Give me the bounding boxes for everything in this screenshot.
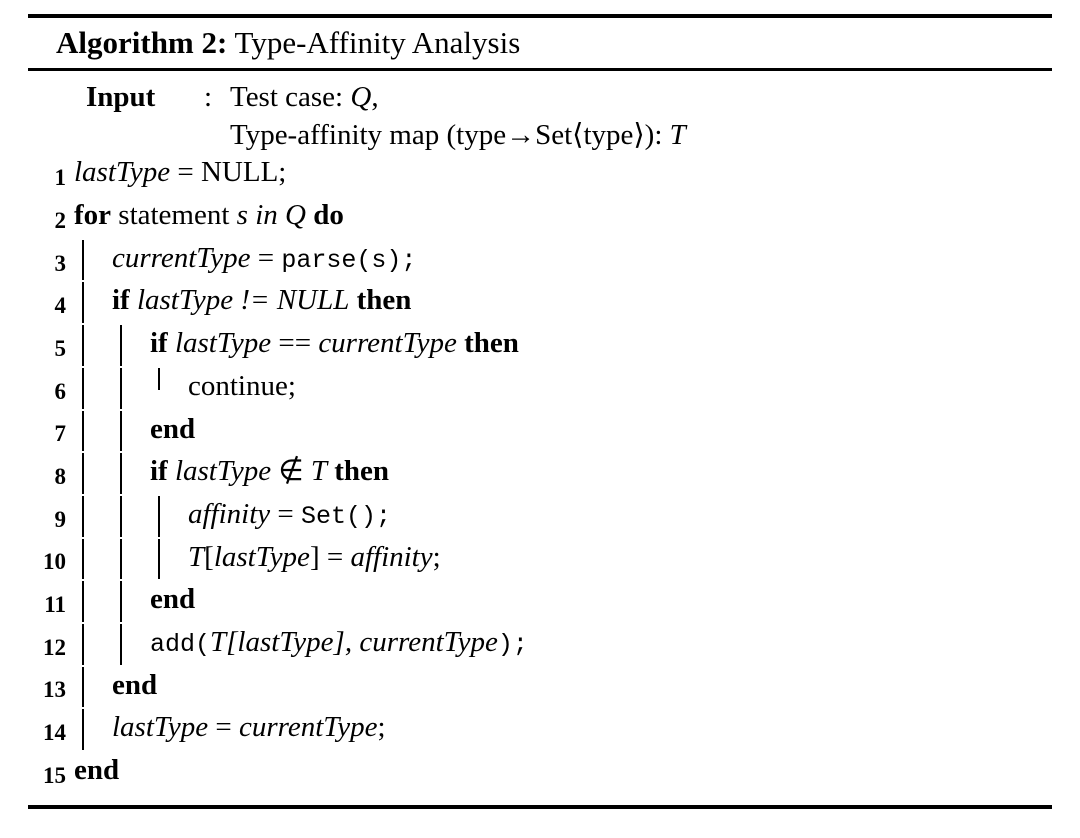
- indent-bar: [74, 539, 112, 580]
- indent-bar: [74, 325, 112, 366]
- indent-bar: [112, 581, 150, 622]
- indent-bar: [112, 624, 150, 665]
- line-content: affinity = Set();: [74, 496, 1052, 539]
- line-content: end: [74, 581, 1052, 624]
- line-number: 3: [54, 250, 66, 276]
- algorithm-caption-title: Type-Affinity Analysis: [234, 25, 521, 60]
- indent-bar: [112, 411, 150, 452]
- line-number: 1: [54, 165, 66, 191]
- line-number: 5: [54, 335, 66, 361]
- line-content: end: [74, 667, 1052, 710]
- line-number: 7: [54, 421, 66, 447]
- line-number: 4: [54, 293, 66, 319]
- indent-bar: [74, 496, 112, 537]
- input-text-1: Test case: Q,: [230, 81, 379, 113]
- line-number: 12: [43, 634, 66, 660]
- code-line-9: [28, 496, 1052, 539]
- indent-bar: [74, 667, 112, 708]
- line-content: if lastType ∉ T then: [74, 453, 1052, 496]
- algorithm-caption-label: Algorithm 2:: [56, 25, 228, 60]
- line-content: end: [74, 754, 120, 786]
- line-content: add(T[lastType], currentType);: [74, 624, 1052, 667]
- line-content: if lastType != NULL then: [74, 282, 1052, 325]
- line-content: if lastType == currentType then: [74, 325, 1052, 368]
- line-content: continue;: [74, 368, 1052, 411]
- code-line-3: [28, 240, 1052, 283]
- algorithm-block: [28, 14, 1052, 809]
- input-text-2: Type-affinity map (type→Set⟨type⟩): T: [230, 118, 686, 151]
- code-line-14: [28, 709, 1052, 752]
- code-line-4: [28, 282, 1052, 325]
- code-line-13: [28, 667, 1052, 710]
- code-line-12: [28, 624, 1052, 667]
- line-number: 9: [54, 506, 66, 532]
- input-colon: :: [204, 81, 213, 113]
- indent-bar: [150, 368, 188, 409]
- indent-bar: [112, 496, 150, 537]
- code-line-11: [28, 581, 1052, 624]
- line-content: T[lastType] = affinity;: [74, 539, 1052, 582]
- indent-bar: [112, 368, 150, 409]
- indent-bar: [74, 453, 112, 494]
- line-number: 15: [43, 762, 66, 788]
- indent-bar: [74, 411, 112, 452]
- indent-bar: [150, 496, 188, 537]
- code-line-1: [28, 154, 1052, 197]
- indent-bar: [74, 709, 112, 750]
- code-line-6: [28, 368, 1052, 411]
- rule-bottom: [28, 805, 1052, 809]
- line-content: lastType = NULL;: [74, 156, 287, 189]
- line-number: 11: [44, 592, 66, 618]
- line-content: currentType = parse(s);: [74, 240, 1052, 283]
- indent-bar: [74, 368, 112, 409]
- code-line-7: [28, 411, 1052, 454]
- line-number: 8: [54, 463, 66, 489]
- line-content: for statement s in Q do: [74, 199, 344, 232]
- indent-bar: [150, 539, 188, 580]
- indent-bar: [74, 624, 112, 665]
- indent-bar: [112, 539, 150, 580]
- indent-bar: [74, 581, 112, 622]
- algorithm-caption: [28, 18, 1052, 68]
- code-line-8: [28, 453, 1052, 496]
- indent-bar: [74, 282, 112, 323]
- code-line-10: [28, 539, 1052, 582]
- indent-bar: [74, 240, 112, 281]
- algorithm-body: [28, 71, 1052, 805]
- line-number: 10: [43, 549, 66, 575]
- indent-bar: [112, 325, 150, 366]
- code-line-15: [28, 752, 1052, 795]
- code-line-5: [28, 325, 1052, 368]
- line-number: 6: [54, 378, 66, 404]
- line-number: 13: [43, 677, 66, 703]
- indent-bar: [112, 453, 150, 494]
- line-number: 2: [54, 207, 66, 233]
- code-line-2: [28, 197, 1052, 240]
- input-keyword: Input: [86, 81, 156, 113]
- line-number: 14: [43, 720, 66, 746]
- line-content: end: [74, 411, 1052, 454]
- line-content: lastType = currentType;: [74, 709, 1052, 752]
- input-row-2: [28, 117, 1052, 155]
- input-row-1: [28, 79, 1052, 117]
